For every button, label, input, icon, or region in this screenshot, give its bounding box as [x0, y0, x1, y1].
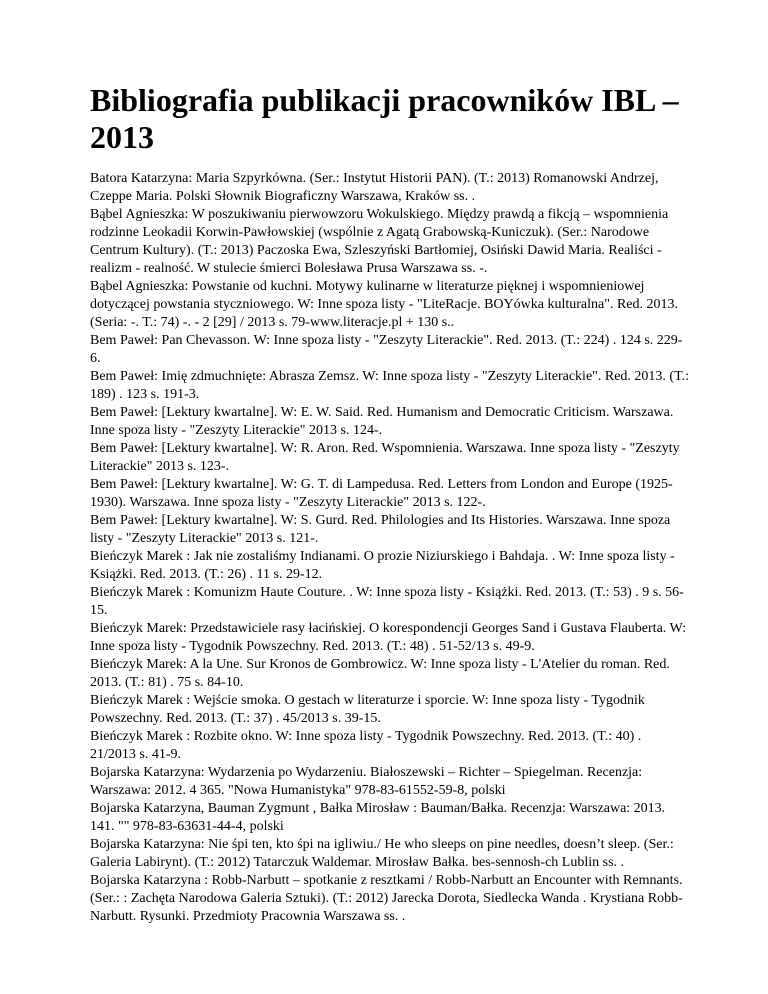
bibliography-entry: Bojarska Katarzyna : Robb-Narbutt – spotkanie z resztkami / Robb-Narbutt an Encounter with Remnants. (Ser.: : Zachęta Narodowa Galeria Sztuki). (T.: 2012) Jarecka Dorota, Siedlecka Wanda . Krystiana Robb-Narbutt. Rysunki. Przedmioty Pracownia Warszawa ss. .	[90, 873, 683, 924]
bibliography-entry: Bieńczyk Marek : Komunizm Haute Couture. . W: Inne spoza listy - Książki. Red. 2013. (T.: 53) . 9 s. 56-15.	[90, 585, 684, 618]
bibliography-entry: Bojarska Katarzyna, Bauman Zygmunt , Bałka Mirosław : Bauman/Bałka. Recenzja: Warszawa: 2013. 141. "" 978-83-63631-44-4, polski	[90, 801, 666, 834]
bibliography-entry: Bieńczyk Marek: A la Une. Sur Kronos de Gombrowicz. W: Inne spoza listy - L'Atelier du roman. Red. 2013. (T.: 81) . 75 s. 84-10.	[90, 657, 670, 690]
bibliography-entry: Bieńczyk Marek : Rozbite okno. W: Inne spoza listy - Tygodnik Powszechny. Red. 2013. (T.: 40) . 21/2013 s. 41-9.	[90, 729, 642, 762]
bibliography-entry: Bem Paweł: [Lektury kwartalne]. W: G. T. di Lampedusa. Red. Letters from London and Europe (1925-1930). Warszawa. Inne spoza listy - "Zeszyty Literackie" 2013 s. 122-.	[90, 477, 673, 510]
bibliography-entry: Bojarska Katarzyna: Wydarzenia po Wydarzeniu. Białoszewski – Richter – Spiegelman. Recenzja: Warszawa: 2012. 4 365. "Nowa Humanistyka" 978-83-61552-59-8, polski	[90, 765, 643, 798]
bibliography-entry: Bem Paweł: [Lektury kwartalne]. W: E. W. Said. Red. Humanism and Democratic Criticism. Warszawa. Inne spoza listy - "Zeszyty Literackie" 2013 s. 124-.	[90, 405, 674, 438]
bibliography-entry: Bem Paweł: [Lektury kwartalne]. W: R. Aron. Red. Wspomnienia. Warszawa. Inne spoza listy - "Zeszyty Literackie" 2013 s. 123-.	[90, 441, 680, 474]
bibliography-entry: Bieńczyk Marek : Wejście smoka. O gestach w literaturze i sporcie. W: Inne spoza listy - Tygodnik Powszechny. Red. 2013. (T.: 37) . 45/2013 s. 39-15.	[90, 693, 645, 726]
bibliography-entry: Bojarska Katarzyna: Nie śpi ten, kto śpi na igliwiu./ He who sleeps on pine needles, doesn’t sleep. (Ser.: Galeria Labirynt). (T.: 2012) Tatarczuk Waldemar. Mirosław Bałka. bes-sennosh-ch Lublin ss. .	[90, 837, 674, 870]
bibliography-list	[90, 170, 690, 926]
bibliography-entry: Bieńczyk Marek : Jak nie zostaliśmy Indianami. O prozie Niziurskiego i Bahdaja. . W: Inne spoza listy - Książki. Red. 2013. (T.: 26) . 11 s. 29-12.	[90, 549, 675, 582]
bibliography-entry: Batora Katarzyna: Maria Szpyrkówna. (Ser.: Instytut Historii PAN). (T.: 2013) Romanowski Andrzej, Czeppe Maria. Polski Słownik Biograficzny Warszawa, Kraków ss. .	[90, 171, 659, 204]
document-page	[90, 82, 690, 926]
bibliography-entry: Bieńczyk Marek: Przedstawiciele rasy łacińskiej. O korespondencji Georges Sand i Gustava Flauberta. W: Inne spoza listy - Tygodnik Powszechny. Red. 2013. (T.: 48) . 51-52/13 s. 49-9.	[90, 621, 687, 654]
bibliography-entry: Bąbel Agnieszka: Powstanie od kuchni. Motywy kulinarne w literaturze pięknej i wspomnieniowej dotyczącej powstania styczniowego. W: Inne spoza listy - "LiteRacje. BOYówka kulturalna". Red. 2013. (Seria: -. T.: 74) -. - 2 [29] / 2013 s. 79-www.literacje.pl + 130 s..	[90, 279, 678, 330]
bibliography-entry: Bem Paweł: [Lektury kwartalne]. W: S. Gurd. Red. Philologies and Its Histories. Warszawa. Inne spoza listy - "Zeszyty Literackie" 2013 s. 121-.	[90, 513, 671, 546]
bibliography-entry: Bąbel Agnieszka: W poszukiwaniu pierwowzoru Wokulskiego. Między prawdą a fikcją – wspomnienia rodzinne Leokadii Korwin-Pawłowskiej (wspólnie z Agatą Grabowską-Kuniczuk). (Ser.: Narodowe Centrum Kultury). (T.: 2013) Paczoska Ewa, Szleszyński Bartłomiej, Osiński Dawid Maria. Realiści - realizm - realność. W stulecie śmierci Bolesława Prusa Warszawa ss. -.	[90, 207, 669, 276]
bibliography-entry: Bem Paweł: Imię zdmuchnięte: Abrasza Zemsz. W: Inne spoza listy - "Zeszyty Literackie". Red. 2013. (T.: 189) . 123 s. 191-3.	[90, 369, 689, 402]
document-title: Bibliografia publikacji pracowników IBL – 2013	[90, 82, 679, 155]
bibliography-entry: Bem Paweł: Pan Chevasson. W: Inne spoza listy - "Zeszyty Literackie". Red. 2013. (T.: 224) . 124 s. 229-6.	[90, 333, 683, 366]
